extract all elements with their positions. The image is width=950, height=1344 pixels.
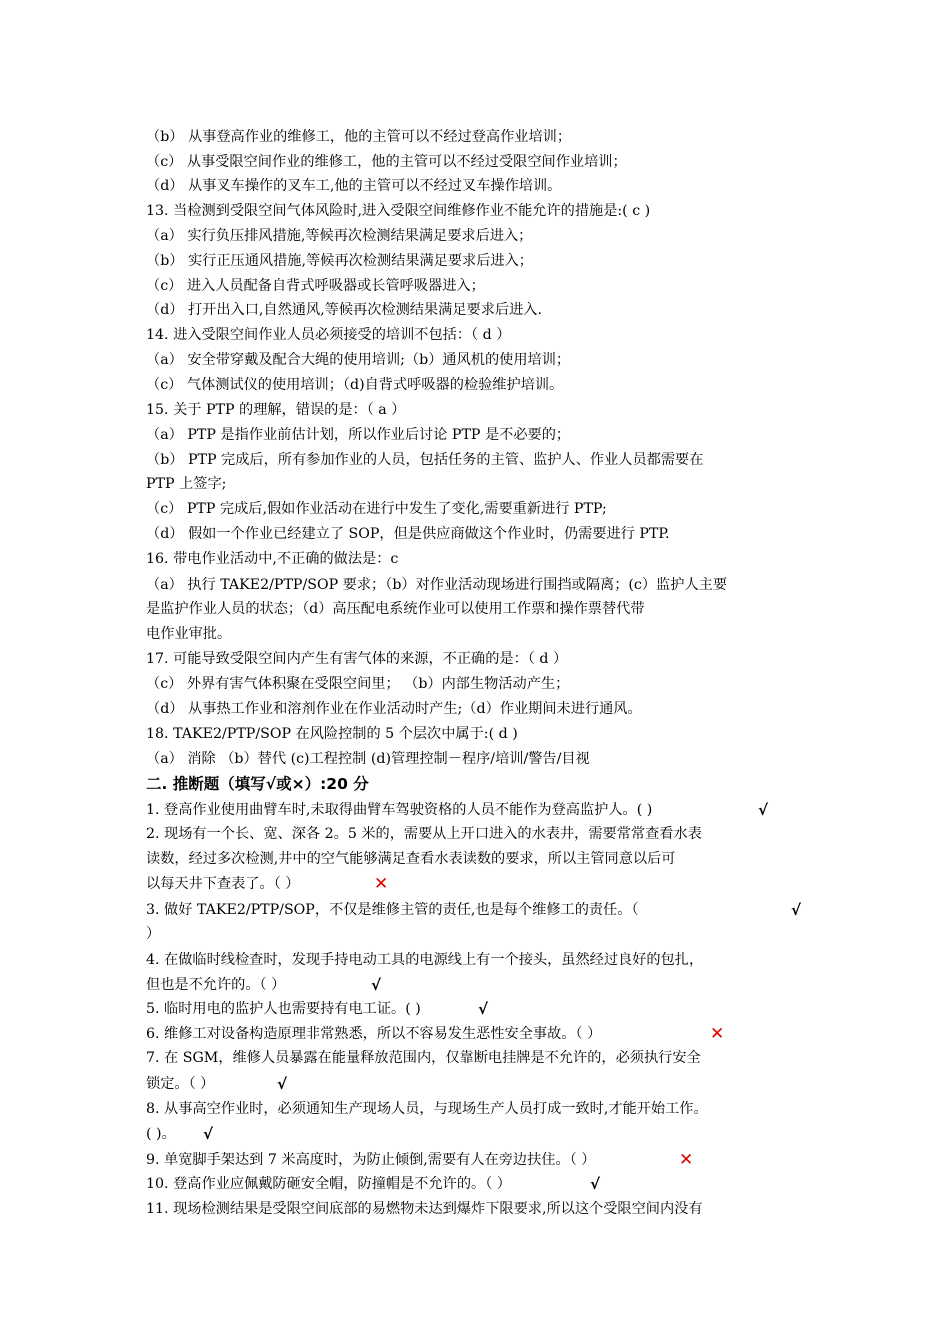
question-17: 17. 可能导致受限空间内产生有害气体的来源，不正确的是：（ d ）: [146, 651, 568, 667]
option-line: （a） 消除 （b）替代 (c)工程控制 (d)管理控制－程序/培训/警告/目视: [146, 751, 590, 767]
option-line: （c） 进入人员配备自背式呼吸器或长管呼吸器进入；: [146, 278, 485, 294]
judge-question-2: 读数，经过多次检测,井中的空气能够满足查看水表读数的要求，所以主管同意以后可: [146, 851, 676, 867]
option-line: （b） 实行正压通风措施,等候再次检测结果满足要求后进入；: [146, 253, 533, 269]
judge-question-5: 5. 临时用电的监护人也需要持有电工证。( ): [146, 1001, 421, 1017]
option-line: （c） 从事受限空间作业的维修工，他的主管可以不经过受限空间作业培训；: [146, 154, 627, 170]
option-line: （a） 实行负压排风措施,等候再次检测结果满足要求后进入；: [146, 228, 533, 244]
option-line: （a） PTP 是指作业前估计划，所以作业后讨论 PTP 是不必要的；: [146, 427, 571, 443]
option-line: （a） 安全带穿戴及配合大绳的使用培训;（b）通风机的使用培训；: [146, 352, 571, 368]
answer-mark-q2: ✕: [374, 874, 389, 894]
option-line: （a） 执行 TAKE2/PTP/SOP 要求；（b）对作业活动现场进行围挡或隔离；(c）监护人主要: [146, 577, 728, 593]
answer-mark-q5: √: [478, 1000, 489, 1018]
answer-mark-q1: √: [758, 801, 769, 819]
option-line: （c） PTP 完成后,假如作业活动在进行中发生了变化,需要重新进行 PTP;: [146, 501, 607, 517]
question-13: 13. 当检测到受限空间气体风险时,进入受限空间维修作业不能允许的措施是:( c ): [146, 203, 651, 219]
judge-question-11: 11. 现场检测结果是受限空间底部的易燃物未达到爆炸下限要求,所以这个受限空间内没有: [146, 1201, 703, 1217]
option-line: 电作业审批。: [146, 626, 232, 642]
question-18: 18. TAKE2/PTP/SOP 在风险控制的 5 个层次中属于:( d ): [146, 726, 518, 742]
judge-question-8: 8. 从事高空作业时，必须通知生产现场人员，与现场生产人员打成一致时,才能开始工作。: [146, 1101, 708, 1117]
answer-mark-q8: √: [203, 1125, 214, 1143]
judge-question-9: 9. 单宽脚手架达到 7 米高度时，为防止倾倒,需要有人在旁边扶住。（ ）: [146, 1152, 596, 1168]
answer-mark-q7: √: [277, 1075, 288, 1093]
option-line: PTP 上签字;: [146, 476, 227, 492]
judge-question-1: 1. 登高作业使用曲臂车时,未取得曲臂车驾驶资格的人员不能作为登高监护人。( ): [146, 802, 653, 818]
answer-mark-q6: ✕: [710, 1024, 725, 1044]
section-heading: 二. 推断题（填写√或×）:20 分: [146, 775, 369, 793]
option-line: （b） 从事登高作业的维修工，他的主管可以不经过登高作业培训；: [146, 129, 572, 145]
judge-question-4: 但也是不允许的。（ ）: [146, 977, 286, 993]
option-line: （c） 外界有害气体积聚在受限空间里； （b）内部生物活动产生；: [146, 676, 570, 692]
answer-mark-q10: √: [590, 1175, 601, 1193]
question-15: 15. 关于 PTP 的理解，错误的是：（ a ）: [146, 402, 406, 418]
question-16: 16. 带电作业活动中,不正确的做法是：c: [146, 551, 399, 567]
option-line: （d） 打开出入口,自然通风,等候再次检测结果满足要求后进入.: [146, 302, 542, 318]
option-line: （d） 假如一个作业已经建立了 SOP，但是供应商做这个作业时，仍需要进行 PTP.: [146, 526, 670, 542]
judge-question-6: 6. 维修工对设备构造原理非常熟悉，所以不容易发生恶性安全事故。（ ）: [146, 1026, 602, 1042]
answer-mark-q3: √: [791, 901, 802, 919]
option-line: （b） PTP 完成后，所有参加作业的人员，包括任务的主管、监护人、作业人员都需要在: [146, 452, 704, 468]
answer-mark-q4: √: [371, 976, 382, 994]
option-line: （d） 从事叉车操作的叉车工,他的主管可以不经过叉车操作培训。: [146, 178, 562, 194]
judge-question-7: 锁定。（ ）: [146, 1076, 215, 1092]
judge-question-8: ( )。: [146, 1126, 176, 1142]
option-line: （c） 气体测试仪的使用培训；（d)自背式呼吸器的检验维护培训。: [146, 377, 564, 393]
question-14: 14. 进入受限空间作业人员必须接受的培训不包括：（ d ）: [146, 327, 511, 343]
judge-question-10: 10. 登高作业应佩戴防砸安全帽，防撞帽是不允许的。（ ）: [146, 1176, 511, 1192]
judge-question-4: 4. 在做临时线检查时，发现手持电动工具的电源线上有一个接头，虽然经过良好的包扎，: [146, 952, 704, 968]
judge-question-2: 以每天井下查表了。（ ）: [146, 876, 300, 892]
option-line: （d） 从事热工作业和溶剂作业在作业活动时产生;（d）作业期间未进行通风。: [146, 701, 642, 717]
judge-question-3: ）: [146, 926, 161, 942]
answer-mark-q9: ✕: [679, 1150, 694, 1170]
judge-question-3: 3. 做好 TAKE2/PTP/SOP，不仅是维修主管的责任,也是每个维修工的责任。（: [146, 902, 639, 918]
judge-question-2: 2. 现场有一个长、宽、深各 2。5 米的，需要从上开口进入的水表井，需要常常查看水表: [146, 826, 702, 842]
judge-question-7: 7. 在 SGM，维修人员暴露在能量释放范围内，仅靠断电挂牌是不允许的，必须执行安全: [146, 1050, 701, 1066]
option-line: 是监护作业人员的状态；（d）高压配电系统作业可以使用工作票和操作票替代带: [146, 601, 645, 617]
